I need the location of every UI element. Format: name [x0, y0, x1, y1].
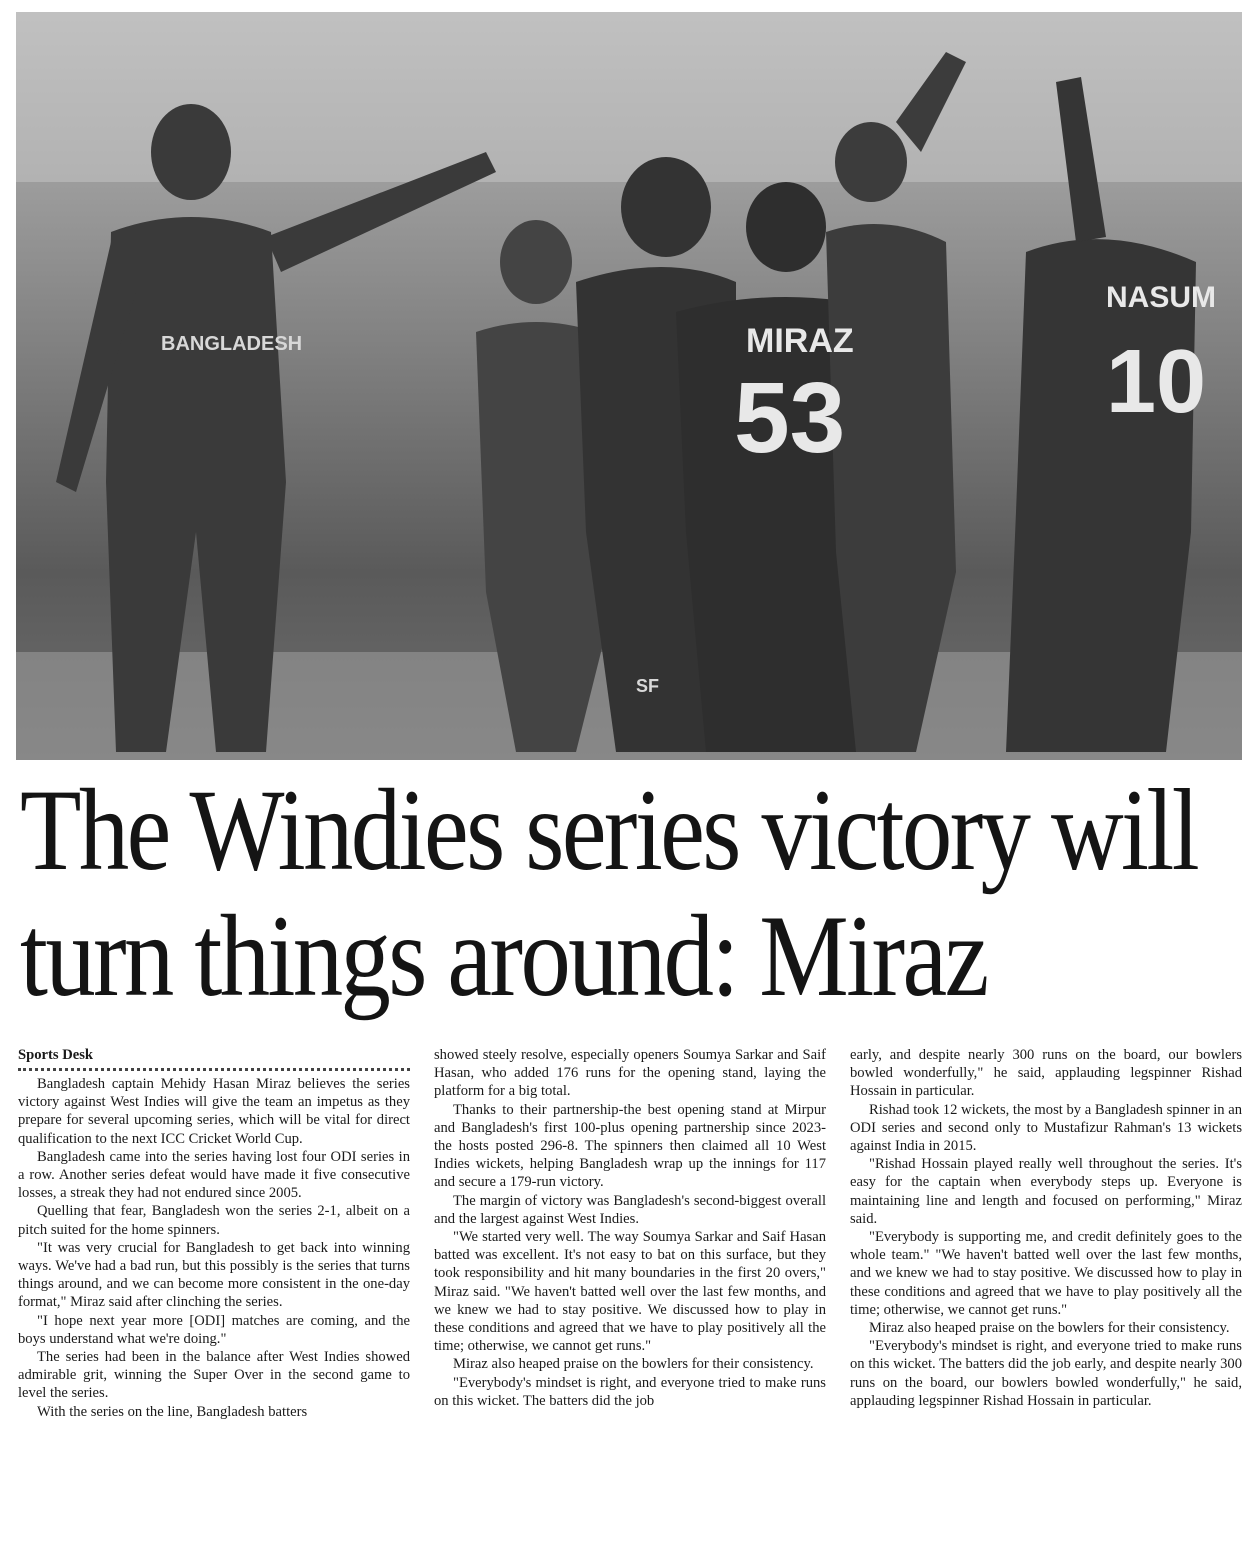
news-photo — [16, 12, 1242, 760]
byline: Sports Desk — [18, 1046, 410, 1071]
paragraph: "Rishad Hossain played really well throughout the series. It's easy for the captain when everybody steps up. Everyone is maintaining line and length and focused on performing," Miraz said. — [850, 1156, 1242, 1227]
paragraph: "We started very well. The way Soumya Sarkar and Saif Hasan batted was excellent. It's not easy to bat on this surface, but they took responsibility and hit many boundaries in the first 20 overs," Miraz said. "We haven't batted well over the last few months, and we knew we had to stay positive. We discussed how to play in these conditions and agreed that we have to play positively all the time; otherwise, we cannot get runs." — [434, 1229, 826, 1355]
jersey-number-53: 53 — [734, 362, 846, 474]
jersey-name-miraz: MIRAZ — [746, 322, 854, 360]
paragraph: "Everybody's mindset is right, and everyone tried to make runs on this wicket. The batters did the job early, and despite nearly 300 runs on the board, our bowlers bowled wonderfully," he said, applauding legspinner Rishad Hossain in particular. — [850, 1338, 1242, 1409]
paragraph: The series had been in the balance after West Indies showed admirable grit, winning the Super Over in the second game to level the series. — [18, 1349, 410, 1402]
paragraph: Thanks to their partnership-the best opening stand at Mirpur and Bangladesh's first 100-plus opening partnership since 2023-the hosts posted 296-8. The spinners then claimed all 10 West Indies wickets, helping Bangladesh wrap up the innings for 117 and secure a 179-run victory. — [434, 1101, 826, 1191]
paragraph: Rishad took 12 wickets, the most by a Bangladesh spinner in an ODI series and second only to Mustafizur Rahman's 13 wickets against India in 2015. — [850, 1101, 1242, 1155]
paragraph: Miraz also heaped praise on the bowlers for their consistency. — [453, 1356, 814, 1373]
headline-line-1: The Windies series victory will — [20, 766, 1198, 895]
paragraph: Bangladesh came into the series having lost four ODI series in a row. Another series defeat would have made it five consecutive losses, a streak they had not endured since 2005. — [18, 1148, 410, 1202]
jersey-number-10: 10 — [1106, 332, 1207, 432]
paragraph: The margin of victory was Bangladesh's second-biggest overall and the largest against West Indies. — [434, 1192, 826, 1227]
article-body — [18, 1046, 1242, 1542]
headline — [20, 766, 1198, 1021]
jersey-country-text: BANGLADESH — [161, 333, 303, 355]
paragraph-continued: early, and despite nearly 300 runs on the board, our bowlers bowled wonderfully," he said, applauding legspinner Rishad Hossain in particular. — [850, 1047, 1242, 1100]
paragraph-continued: showed steely resolve, especially openers Soumya Sarkar and Saif Hasan, who added 176 runs for the opening stand, laying the platform for a big total. — [434, 1047, 826, 1100]
paragraph: "Everybody is supporting me, and credit definitely goes to the whole team." "We haven't batted well over the last few months, and we knew we had to stay positive. We discussed how to play in these conditions and agreed that we have to play positively all the time; otherwise, we cannot get runs." — [850, 1229, 1242, 1318]
jersey-name-nasum: NASUM — [1106, 281, 1216, 314]
column-3 — [850, 1046, 1242, 1542]
team-celebration-photo — [16, 12, 1242, 760]
paragraph: "Everybody's mindset is right, and everyone tried to make runs on this wicket. The batters did the job — [434, 1374, 826, 1409]
paragraph: "It was very crucial for Bangladesh to get back into winning ways. We've had a bad run, but this possibly is the series that turns things around, and we can become more consistent in the one-day format," Miraz said after clinching the series. — [18, 1239, 410, 1311]
column-2 — [434, 1046, 826, 1542]
paragraph: Bangladesh captain Mehidy Hasan Miraz believes the series victory against West Indies will give the team an impetus as they prepare for several upcoming series, which will be vital for direct qualification to the next ICC Cricket World Cup. — [18, 1076, 410, 1147]
paragraph: Miraz also heaped praise on the bowlers for their consistency. — [869, 1320, 1230, 1337]
pad-logo-text: SF — [636, 676, 660, 696]
headline-line-2: turn things around: Miraz — [20, 892, 987, 1021]
paragraph: With the series on the line, Bangladesh batters — [37, 1403, 308, 1420]
paragraph: Quelling that fear, Bangladesh won the series 2-1, albeit on a pitch suited for the home spinners. — [18, 1203, 410, 1238]
paragraph: "I hope next year more [ODI] matches are coming, and the boys understand what we're doing." — [18, 1312, 410, 1347]
column-1 — [18, 1046, 410, 1542]
